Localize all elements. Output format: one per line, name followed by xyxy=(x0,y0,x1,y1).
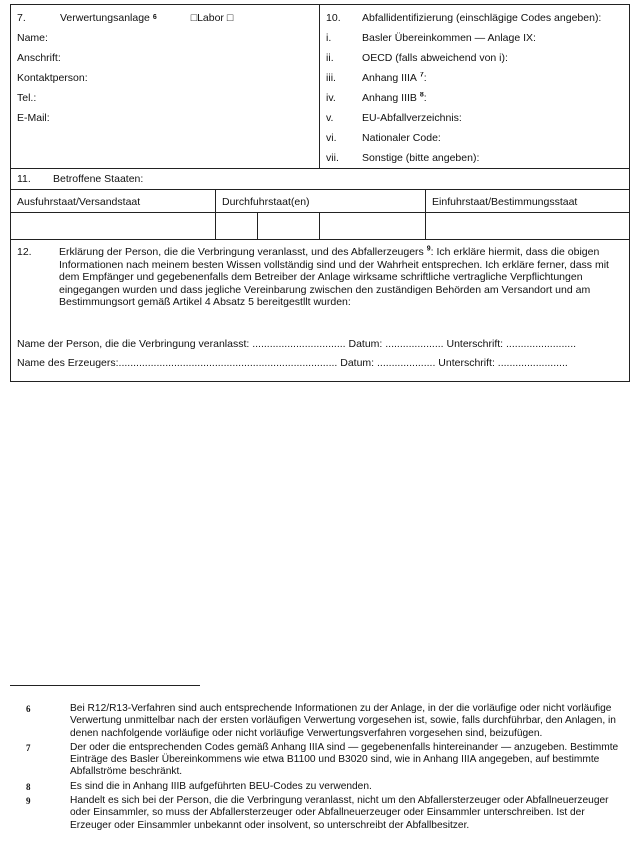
item-number: vi. xyxy=(326,132,337,144)
transit-state-entry-3[interactable] xyxy=(320,213,426,240)
footnote-text: Der oder die entsprechenden Codes gemäß Anhang IIIA sind — gegebenenfalls hintereinander — anzugeben. Bestimmte Einträge des Basler Übereinkommens wie etwa B1100 und B3020 sind, wie in Anhang IIIA angegeben, auf bestimmte Abfallströme beschränkt. xyxy=(70,741,619,778)
import-state-label: Einfuhrstaat/Bestimmungsstaat xyxy=(432,196,578,208)
box10-waste-identification xyxy=(320,5,630,169)
item-number: iv. xyxy=(326,92,336,104)
box11-number: 11. xyxy=(17,173,31,185)
transit-state-label: Durchfuhrstaat(en) xyxy=(222,196,310,208)
box7-field-email[interactable]: E-Mail: xyxy=(17,112,50,124)
footnote-8 xyxy=(10,781,622,793)
footnote-separator xyxy=(10,685,200,686)
export-state-header xyxy=(11,190,216,213)
box10-item-national-code[interactable] xyxy=(320,128,629,148)
item-label: OECD (falls abweichend von i): xyxy=(362,52,508,64)
box10-item-annex-iiia[interactable] xyxy=(320,68,629,88)
item-label: Sonstige (bitte angeben): xyxy=(362,152,480,164)
box7-field-contact[interactable]: Kontaktperson: xyxy=(17,72,88,84)
item-number: vii. xyxy=(326,152,339,164)
footnote-text: Bei R12/R13-Verfahren sind auch entsprechende Informationen zu der Anlage, in der die vorläufige oder nicht vorläufige Verwertung unmittelbar nach der ersten vorläufigen Verwertung vorgesehen ist, sowie, falls durchführbar, den Anlagen, in denen nachfolgende vorläufige oder nicht vorläufige Verwertungsverfahren vorgesehen sind, beizufügen. xyxy=(70,703,616,739)
declaration-text-part-a: Erklärung der Person, die die Verbringung veranlasst, und des Abfallerzeugers xyxy=(59,246,424,258)
item-suffix: : xyxy=(423,72,427,84)
box7-field-name[interactable]: Name: xyxy=(17,32,48,44)
box11-title: Betroffene Staaten: xyxy=(53,173,144,185)
item-label: Anhang IIIB xyxy=(362,92,417,104)
footnote-mark: 9 xyxy=(26,796,31,807)
export-state-label: Ausfuhrstaat/Versandstaat xyxy=(17,196,141,208)
import-state-header xyxy=(426,190,630,213)
declaration-text-part-b: : Ich erkläre hiermit, dass die obigen Informationen nach meinem besten Wissen vollständig sind und der Wahrheit entsprechen. Ich erkläre ferner, dass mit dem Empfänger und gegebenenfalls dem Betreiber der Anlage wirksame schriftliche vertragliche Verpflichtungen eingegangen wurden und dass jegliche Vereinbarung zwischen den zuständigen Behörden am Versandort und am Bestimmungsort gemäß Artikel 4 Absatz 5 bereitgestllt wurden: xyxy=(59,246,609,308)
footnote-ref: 9 xyxy=(426,245,431,253)
transit-state-entry-1[interactable] xyxy=(216,213,258,240)
item-label: EU-Abfallverzeichnis: xyxy=(362,112,462,124)
producer-signature-line[interactable]: Name des Erzeugers:........................................................................... Datum: .................... Unterschrift: ........................ xyxy=(17,356,568,369)
import-state-entry[interactable] xyxy=(426,213,630,240)
transit-state-header xyxy=(216,190,426,213)
footnote-ref: 7 xyxy=(419,72,424,79)
sender-signature-line[interactable]: Name der Person, die die Verbringung veranlasst: ................................ Datum: .................... Unterschrift: ........................ xyxy=(17,337,577,350)
item-label: Nationaler Code: xyxy=(362,132,441,144)
box10-item-basel[interactable] xyxy=(320,28,629,48)
box10-item-eu-list[interactable] xyxy=(320,108,629,128)
box10-number: 10. xyxy=(326,12,341,24)
item-suffix: : xyxy=(423,92,427,104)
footnote-6 xyxy=(10,703,622,740)
box7-recovery-facility: 7. Verwertungsanlage 6 □Labor □ Name: Anschrift: Kontaktperson: Tel.: E-Mail: xyxy=(11,5,320,169)
footnote-text: Es sind die in Anhang IIIB aufgeführten BEU-Codes zu verwenden. xyxy=(70,780,372,792)
item-label: Basler Übereinkommen — Anlage IX: xyxy=(362,32,536,44)
box7-number: 7. xyxy=(17,12,26,24)
footnotes xyxy=(10,703,622,834)
box12-declaration-text xyxy=(59,246,623,309)
box11-states-concerned xyxy=(11,169,630,190)
footnote-ref: 8 xyxy=(419,92,424,99)
item-number: iii. xyxy=(326,72,336,84)
item-number: ii. xyxy=(326,52,334,64)
footnote-9 xyxy=(10,795,622,832)
box10-title: Abfallidentifizierung (einschlägige Codes angeben): xyxy=(362,12,602,24)
box7-title: Verwertungsanlage xyxy=(60,12,150,24)
transit-state-entry-2[interactable] xyxy=(258,213,320,240)
footnote-text: Handelt es sich bei der Person, die die Verbringung veranlasst, nicht um den Abfallersterzeuger oder Abfallneuerzeuger oder Einsammler, so muss der Abfallersterzeuger oder Abfallneuerzeuger oder Einsammler unterschreiben. Ist der Erzeuger oder Einsammler unbekannt oder insolvent, so unterschreibt der Abfallbesitzer. xyxy=(70,795,609,831)
item-label: Anhang IIIA xyxy=(362,72,417,84)
box7-labor-checkbox[interactable]: □Labor □ xyxy=(190,12,234,24)
export-state-entry[interactable] xyxy=(11,213,216,240)
footnote-mark: 8 xyxy=(26,781,31,792)
footnote-mark: 7 xyxy=(26,742,31,753)
waste-shipment-form xyxy=(10,4,630,382)
item-number: i. xyxy=(326,32,332,44)
box12-declaration xyxy=(11,240,630,382)
item-number: v. xyxy=(326,112,334,124)
box10-item-oecd[interactable] xyxy=(320,48,629,68)
box12-number: 12. xyxy=(17,246,32,258)
box10-item-annex-iiib[interactable] xyxy=(320,88,629,108)
footnote-mark: 6 xyxy=(26,704,31,714)
footnote-7 xyxy=(10,742,622,779)
box10-item-other[interactable] xyxy=(320,148,629,168)
box7-field-phone[interactable]: Tel.: xyxy=(17,92,37,104)
box7-field-address[interactable]: Anschrift: xyxy=(17,52,61,64)
